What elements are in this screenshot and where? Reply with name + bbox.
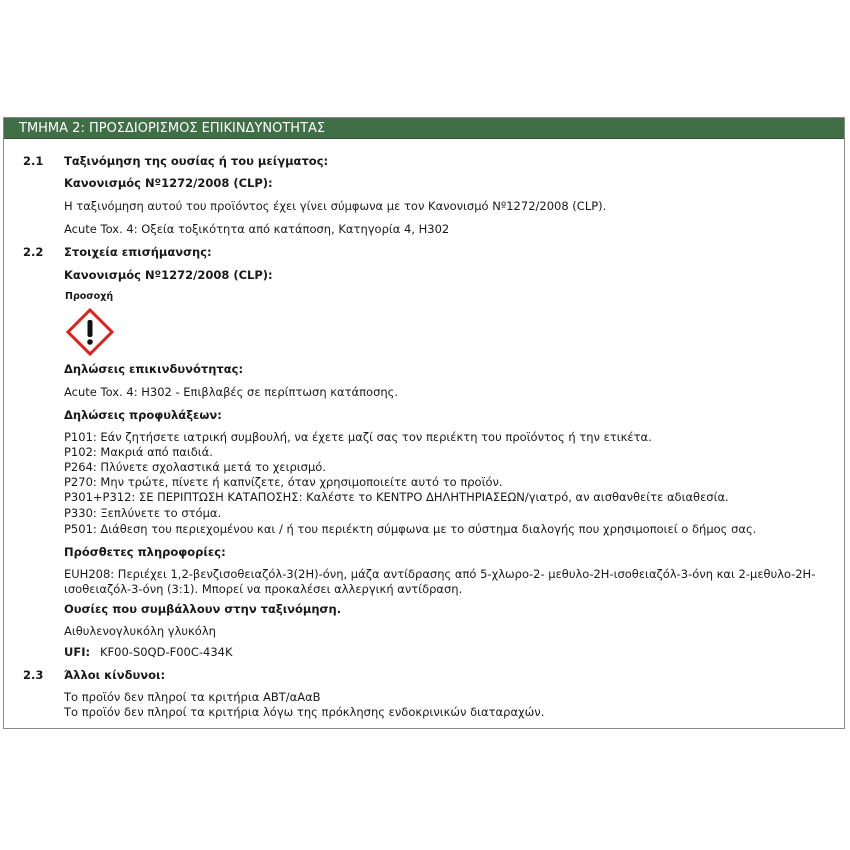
hazard-statement: Acute Tox. 4: H302 - Επιβλαβές σε περίπτωση κατάποσης. [64, 385, 399, 399]
subsection-heading-2-3: Άλλοι κίνδυνοι: [64, 668, 166, 682]
regulation-heading-2-1: Κανονισμός Νº1272/2008 (CLP): [64, 176, 273, 190]
signal-word: Προσοχή [65, 291, 114, 302]
subsection-heading-2-2: Στοιχεία επισήμανσης: [64, 245, 212, 259]
subsection-number-2-1: 2.1 [23, 154, 44, 168]
classification-text: Η ταξινόμηση αυτού του προϊόντος έχει γίνει σύμφωνα με τον Κανονισμό Νº1272/2008 (CLP). [64, 199, 607, 213]
ufi-value: KF00-S0QD-F00C-434K [100, 645, 233, 659]
subsection-number-2-2: 2.2 [23, 245, 44, 259]
contributing-substances-heading: Ουσίες που συμβάλλουν στην ταξινόμηση. [64, 602, 342, 616]
precaution-statement: P264: Πλύνετε σχολαστικά μετά το χειρισμό. [64, 460, 326, 474]
precaution-statement: P330: Ξεπλύνετε το στόμα. [64, 506, 222, 520]
precautionary-statements-heading: Δηλώσεις προφυλάξεων: [64, 408, 222, 422]
precaution-statement: P101: Εάν ζητήσετε ιατρική συμβουλή, να έχετε μαζί σας τον περιέκτη του προϊόντος ή την ετικέτα. [64, 430, 652, 444]
subsection-heading-2-1: Ταξινόμηση της ουσίας ή του μείγματος: [64, 154, 329, 168]
precaution-statement: P102: Μακριά από παιδιά. [64, 445, 213, 459]
ufi-label: UFI: [64, 645, 91, 659]
classification-category: Acute Tox. 4: Οξεία τοξικότητα από κατάποση, Κατηγορία 4, H302 [64, 222, 450, 236]
additional-info-heading: Πρόσθετες πληροφορίες: [64, 545, 226, 559]
precaution-statement: P270: Μην τρώτε, πίνετε ή καπνίζετε, όταν χρησιμοποιείτε αυτό το προϊόν. [64, 475, 503, 489]
sds-section-2 [3, 117, 845, 729]
section-header: ΤΜΗΜΑ 2: ΠΡΟΣΔΙΟΡΙΣΜΟΣ ΕΠΙΚΙΝΔΥΝΟΤΗΤΑΣ [4, 118, 844, 139]
precaution-statement: P501: Διάθεση του περιεχομένου και / ή του περιέκτη σύμφωνα με το σύστημα διαλογής που χρησιμοποιεί ο δήμος σας. [64, 522, 757, 536]
hazard-statements-heading: Δηλώσεις επικινδυνότητας: [64, 362, 244, 376]
precaution-statement: P301+P312: ΣΕ ΠΕΡΙΠΤΩΣΗ ΚΑΤΑΠΟΣΗΣ: Καλέστε το ΚΕΝΤΡΟ ΔΗΛΗΤΗΡΙΑΣΕΩΝ/γιατρό, αν αισθανθείτε αδιαθεσία. [64, 490, 729, 504]
additional-info-line: ισοθειαζόλ-3-όνη (3:1). Μπορεί να προκαλέσει αλλεργική αντίδραση. [64, 582, 463, 596]
contributing-substance: Αιθυλενογλυκόλη γλυκόλη [64, 624, 216, 638]
subsection-number-2-3: 2.3 [23, 668, 44, 682]
regulation-heading-2-2: Κανονισμός Νº1272/2008 (CLP): [64, 268, 273, 282]
other-hazards-line: Το προϊόν δεν πληροί τα κριτήρια ΑΒΤ/αΑαΒ [64, 690, 321, 704]
ghs-exclamation-mark-icon [66, 308, 114, 356]
other-hazards-line: Το προϊόν δεν πληροί τα κριτήρια λόγω της πρόκλησης ενδοκρινικών διαταραχών. [64, 705, 545, 719]
additional-info-line: EUH208: Περιέχει 1,2-βενζισοθειαζόλ-3(2H)-όνη, μάζα αντίδρασης από 5-χλωρο-2- μεθυλο-2H-ισοθειαζόλ-3-όνη και 2-μεθυλο-2H- [64, 567, 816, 581]
